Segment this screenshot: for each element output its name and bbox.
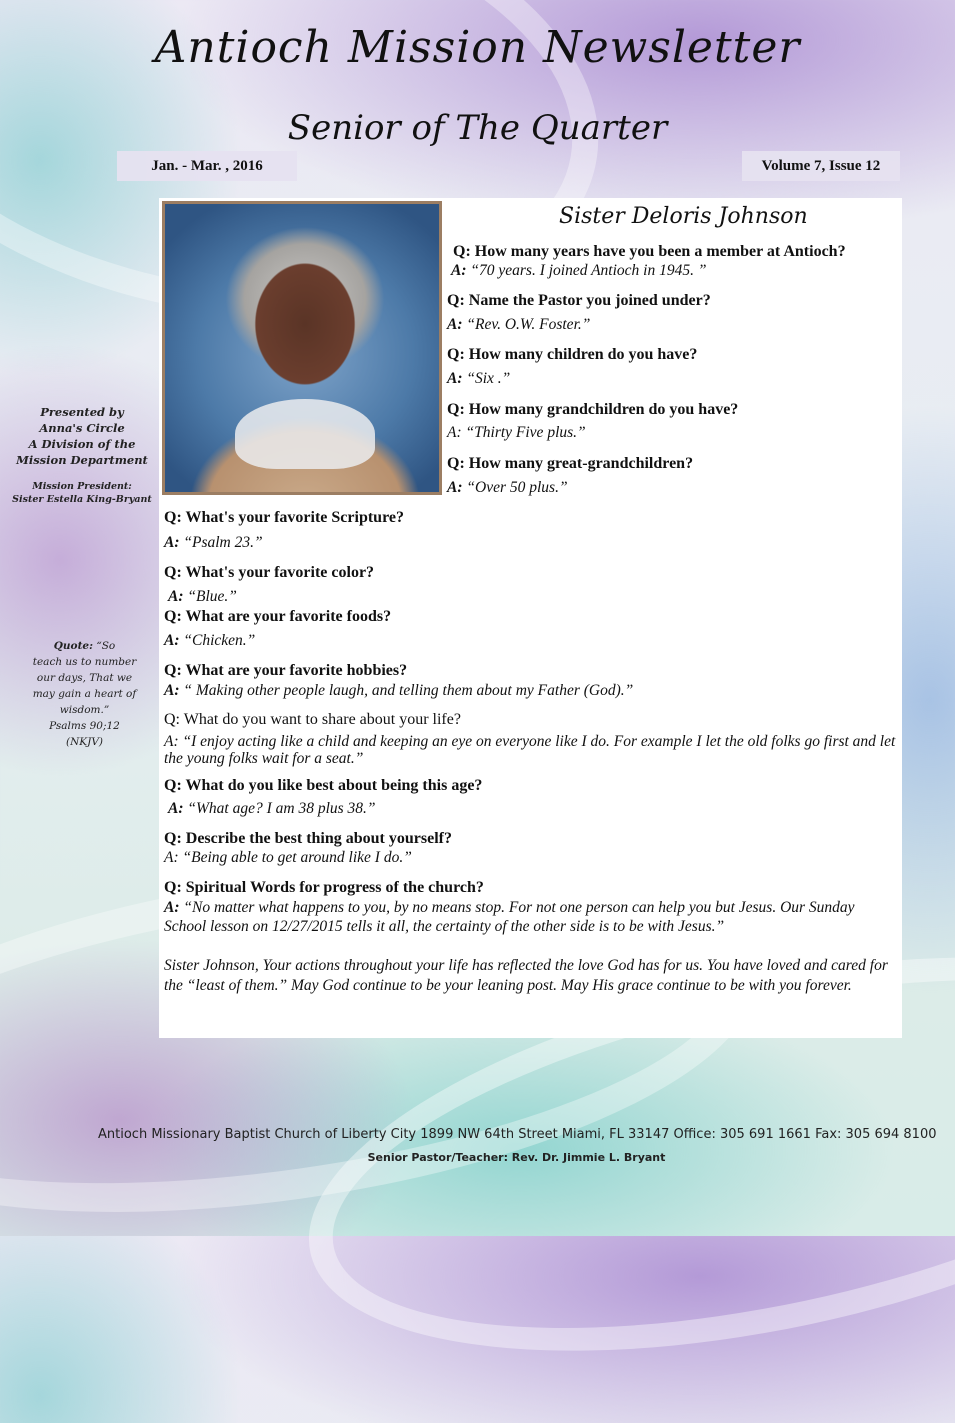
answer — [447, 316, 590, 334]
feature-panel — [159, 198, 902, 1038]
quote-line: may gain a heart of — [32, 688, 137, 700]
answer-label: A: — [447, 424, 462, 441]
issue-date: Jan. - Mar. , 2016 — [117, 151, 297, 181]
answer-text: “No matter what happens to you, by no means stop. For not one person can help you but Jesus. Our Sunday School lesson on 12/27/2015 tells it all, the certainty of the other side is to be with Jesus.” — [164, 899, 855, 935]
quote-line: teach us to number — [32, 656, 137, 668]
answer-label: A: — [164, 733, 179, 750]
quote — [22, 638, 147, 750]
mission-president — [8, 480, 156, 506]
question: Q: How many years have you been a member at Antioch? — [453, 243, 846, 260]
question: Q: How many children do you have? — [447, 346, 698, 363]
answer-text: “70 years. I joined Antioch in 1945. ” — [466, 262, 707, 279]
quote-line: our days, That we — [36, 672, 133, 684]
presented-line: Presented by — [40, 405, 124, 419]
answer-text: “Six .” — [462, 370, 511, 387]
answer-label: A: — [164, 632, 180, 649]
answer-label: A: — [164, 899, 180, 916]
answer-text: “Over 50 plus.” — [462, 479, 568, 496]
answer — [164, 632, 255, 650]
question: Q: Name the Pastor you joined under? — [447, 292, 711, 309]
quote-line: “So — [96, 640, 116, 652]
answer — [447, 424, 586, 442]
president-name: Sister Estella King-Bryant — [12, 494, 152, 505]
feature-name: Sister Deloris Johnson — [559, 204, 808, 229]
newsletter-subtitle: Senior of The Quarter — [287, 108, 668, 148]
quote-line: Psalms 90;12 — [49, 720, 120, 732]
question: Q: How many great-grandchildren? — [447, 455, 694, 472]
answer — [164, 534, 263, 552]
portrait-scarf — [235, 399, 375, 469]
answer-text: “Psalm 23.” — [179, 534, 263, 551]
answer — [451, 262, 706, 280]
answer-label: A: — [168, 588, 184, 605]
question: Q: What are your favorite foods? — [164, 608, 392, 625]
answer — [168, 588, 237, 606]
portrait-photo — [162, 201, 442, 495]
answer-text: “Chicken.” — [179, 632, 256, 649]
quote-line: (NKJV) — [65, 736, 104, 748]
question: Q: What's your favorite color? — [164, 564, 375, 581]
answer-text: “Being able to get around like I do.” — [178, 849, 412, 866]
answer — [447, 479, 568, 497]
answer-text: “Thirty Five plus.” — [461, 424, 586, 441]
question: Q: What are your favorite hobbies? — [164, 662, 408, 679]
answer-label: A: — [164, 849, 179, 866]
question: Q: What do you like best about being this age? — [164, 777, 483, 794]
presented-line: Anna's Circle — [39, 421, 125, 435]
answer — [164, 682, 633, 700]
answer-label: A: — [447, 316, 463, 333]
answer — [164, 849, 412, 867]
question: Q: Describe the best thing about yourself? — [164, 830, 452, 847]
presented-line: A Division of the — [28, 437, 136, 451]
answer-label: A: — [168, 800, 184, 817]
answer — [164, 898, 899, 936]
question: Q: How many grandchildren do you have? — [447, 401, 739, 418]
answer-text: “ Making other people laugh, and telling them about my Father (God).” — [179, 682, 634, 699]
closing-message: Sister Johnson, Your actions throughout your life has reflected the love God has for us. You have loved and cared for the “least of them.” May God continue to be your leaning post. May His grace continue to be with you forever. — [164, 957, 888, 994]
answer-label: A: — [451, 262, 467, 279]
question: Q: Spiritual Words for progress of the church? — [164, 879, 484, 896]
quote-label: Quote: — [53, 640, 93, 652]
answer-text: “What age? I am 38 plus 38.” — [183, 800, 376, 817]
answer-label: A: — [164, 682, 180, 699]
president-label: Mission President: — [32, 481, 132, 492]
presented-by — [8, 404, 156, 468]
answer — [447, 370, 510, 388]
footer-address: Antioch Missionary Baptist Church of Liberty City 1899 NW 64th Street Miami, FL 33147 Office: 305 691 1661 Fax: 305 694 8100 — [98, 1127, 937, 1142]
answer-text: “Rev. O.W. Foster.” — [462, 316, 591, 333]
answer-text: “I enjoy acting like a child and keeping an eye on everyone like I do. For example I let the old folks go first and let the young folks wait for a seat.” — [164, 733, 896, 767]
quote-line: wisdom.” — [59, 704, 110, 716]
answer-label: A: — [447, 370, 463, 387]
newsletter-title: Antioch Mission Newsletter — [154, 22, 801, 73]
issue-volume: Volume 7, Issue 12 — [742, 151, 900, 181]
answer-label: A: — [447, 479, 463, 496]
presented-line: Mission Department — [16, 453, 148, 467]
footer-pastor: Senior Pastor/Teacher: Rev. Dr. Jimmie L. Bryant — [367, 1151, 666, 1164]
answer — [164, 733, 899, 767]
answer-text: “Blue.” — [183, 588, 237, 605]
answer-label: A: — [164, 534, 180, 551]
answer — [168, 800, 376, 818]
question: Q: What's your favorite Scripture? — [164, 509, 404, 526]
question: Q: What do you want to share about your life? — [164, 711, 461, 728]
